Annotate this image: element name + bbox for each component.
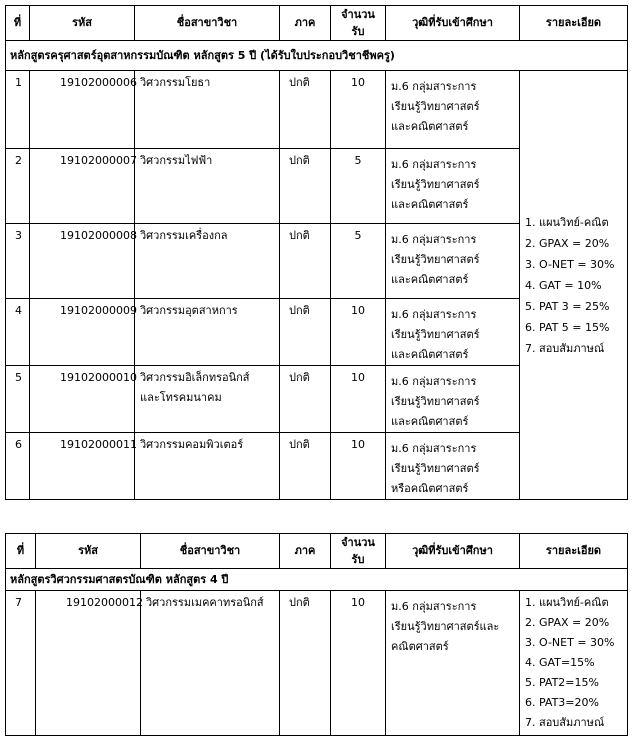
program-code: 19102000008 (30, 224, 135, 299)
term: ปกติ (280, 299, 331, 366)
qualification-line: และคณิตศาสตร์ (391, 273, 469, 286)
criteria-item: 4. GAT=15% (525, 656, 595, 669)
program-code: 19102000011 (30, 433, 135, 500)
criteria-item: 3. O-NET = 30% (525, 257, 615, 271)
header-seats (331, 534, 386, 569)
seats: 5 (331, 224, 386, 299)
criteria-item: 1. แผนวิทย์-คณิต (525, 215, 609, 229)
qualification-line: หรือคณิตศาสตร์ (391, 482, 469, 495)
program-name (141, 591, 280, 736)
qualification-line: เรียนรู้วิทยาศาสตร์และ (391, 620, 500, 633)
header-program: ชื่อสาขาวิชา (135, 6, 280, 41)
header-row (6, 6, 628, 41)
header-program: ชื่อสาขาวิชา (141, 534, 280, 569)
header-no: ที่ (6, 534, 36, 569)
program-code: 19102000007 (30, 149, 135, 224)
qualification (386, 299, 520, 366)
qualification-line: ม.6 กลุ่มสาระการ (391, 80, 477, 93)
term: ปกติ (280, 224, 331, 299)
qualification-line: และคณิตศาสตร์ (391, 348, 469, 361)
criteria-item: 7. สอบสัมภาษณ์ (525, 716, 605, 729)
program-name-line: วิศวกรรมเมคคาทรอนิกส์ (146, 596, 264, 609)
criteria-item: 7. สอบสัมภาษณ์ (525, 341, 605, 355)
table-row (6, 71, 628, 149)
criteria-item: 5. PAT2=15% (525, 676, 599, 689)
header-seats-line: จำนวน (341, 8, 375, 21)
program-name (135, 299, 280, 366)
row-number: 7 (6, 591, 36, 736)
header-code: รหัส (30, 6, 135, 41)
header-no: ที่ (6, 6, 30, 41)
admission-table-4yr (5, 533, 628, 736)
row-number: 6 (6, 433, 30, 500)
program-name-line: วิศวกรรมไฟฟ้า (140, 154, 213, 167)
seats: 5 (331, 149, 386, 224)
criteria-item: 5. PAT 3 = 25% (525, 299, 610, 313)
program-name (135, 224, 280, 299)
criteria-item: 2. GPAX = 20% (525, 236, 610, 250)
section-row (6, 41, 628, 71)
program-name-line: วิศวกรรมเครื่องกล (140, 229, 228, 242)
criteria-item: 1. แผนวิทย์-คณิต (525, 596, 609, 609)
program-name (135, 433, 280, 500)
criteria-item: 4. GAT = 10% (525, 278, 602, 292)
header-code: รหัส (36, 534, 141, 569)
qualification (386, 149, 520, 224)
seats: 10 (331, 71, 386, 149)
qualification (386, 366, 520, 433)
header-seats-line: รับ (351, 25, 365, 38)
header-term: ภาค (280, 534, 331, 569)
section-title: หลักสูตรครุศาสตร์อุตสาหกรรมบัณฑิต หลักสูตร 5 ปี (ได้รับใบประกอบวิชาชีพครู) (6, 41, 628, 71)
program-code: 19102000010 (30, 366, 135, 433)
qualification-line: และคณิตศาสตร์ (391, 415, 469, 428)
header-qualification: วุฒิที่รับเข้าศึกษา (386, 6, 520, 41)
program-name (135, 366, 280, 433)
header-details: รายละเอียด (520, 6, 628, 41)
program-name-line: วิศวกรรมคอมพิวเตอร์ (140, 438, 244, 451)
selection-criteria (520, 591, 628, 736)
row-number: 2 (6, 149, 30, 224)
qualification-line: ม.6 กลุ่มสาระการ (391, 442, 477, 455)
qualification-line: เรียนรู้วิทยาศาสตร์ (391, 253, 480, 266)
program-name-line: วิศวกรรมอุตสาหการ (140, 304, 238, 317)
term: ปกติ (280, 149, 331, 224)
program-code: 19102000009 (30, 299, 135, 366)
qualification-line: เรียนรู้วิทยาศาสตร์ (391, 328, 480, 341)
program-name-line: และโทรคมนาคม (140, 391, 222, 404)
term: ปกติ (280, 591, 331, 736)
qualification-line: ม.6 กลุ่มสาระการ (391, 308, 477, 321)
qualification-line: ม.6 กลุ่มสาระการ (391, 375, 477, 388)
row-number: 5 (6, 366, 30, 433)
seats: 10 (331, 299, 386, 366)
header-seats-line: รับ (351, 553, 365, 566)
seats: 10 (331, 433, 386, 500)
row-number: 1 (6, 71, 30, 149)
qualification-line: ม.6 กลุ่มสาระการ (391, 600, 477, 613)
seats: 10 (331, 591, 386, 736)
term: ปกติ (280, 433, 331, 500)
header-details: รายละเอียด (520, 534, 628, 569)
qualification-line: เรียนรู้วิทยาศาสตร์ (391, 462, 480, 475)
row-number: 4 (6, 299, 30, 366)
row-number: 3 (6, 224, 30, 299)
section-row (6, 569, 628, 591)
program-code: 19102000006 (30, 71, 135, 149)
qualification (386, 433, 520, 500)
header-qualification: วุฒิที่รับเข้าศึกษา (386, 534, 520, 569)
program-name (135, 149, 280, 224)
criteria-item: 3. O-NET = 30% (525, 636, 615, 649)
program-name-line: วิศวกรรมอิเล็กทรอนิกส์ (140, 371, 250, 384)
header-seats-line: จำนวน (341, 536, 375, 549)
section-title: หลักสูตรวิศวกรรมศาสตรบัณฑิต หลักสูตร 4 ปี (6, 569, 628, 591)
qualification-line: เรียนรู้วิทยาศาสตร์ (391, 395, 480, 408)
table-row (6, 591, 628, 736)
term: ปกติ (280, 71, 331, 149)
qualification-line: และคณิตศาสตร์ (391, 120, 469, 133)
qualification-line: และคณิตศาสตร์ (391, 198, 469, 211)
qualification-line: เรียนรู้วิทยาศาสตร์ (391, 178, 480, 191)
header-row (6, 534, 628, 569)
admission-table-5yr (5, 5, 628, 500)
criteria-item: 6. PAT3=20% (525, 696, 599, 709)
qualification (386, 224, 520, 299)
selection-criteria (520, 71, 628, 500)
program-code: 19102000012 (36, 591, 141, 736)
header-term: ภาค (280, 6, 331, 41)
seats: 10 (331, 366, 386, 433)
header-seats (331, 6, 386, 41)
qualification (386, 591, 520, 736)
criteria-item: 6. PAT 5 = 15% (525, 320, 610, 334)
qualification-line: เรียนรู้วิทยาศาสตร์ (391, 100, 480, 113)
program-name (135, 71, 280, 149)
criteria-item: 2. GPAX = 20% (525, 616, 610, 629)
qualification-line: ม.6 กลุ่มสาระการ (391, 233, 477, 246)
qualification-line: ม.6 กลุ่มสาระการ (391, 158, 477, 171)
qualification-line: คณิตศาสตร์ (391, 640, 449, 653)
qualification (386, 71, 520, 149)
term: ปกติ (280, 366, 331, 433)
program-name-line: วิศวกรรมโยธา (140, 76, 211, 89)
